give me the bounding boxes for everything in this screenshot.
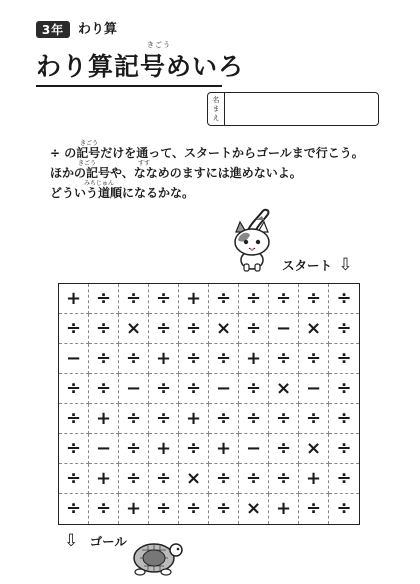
maze-grid xyxy=(58,283,360,525)
instruction-ruby-1: きごう xyxy=(80,140,99,147)
maze-cell[interactable]: + xyxy=(89,404,119,434)
maze-cell[interactable]: ÷ xyxy=(179,314,209,344)
maze-cell[interactable]: ÷ xyxy=(209,464,239,494)
maze-cell[interactable]: − xyxy=(299,374,329,404)
maze-cell[interactable]: ÷ xyxy=(179,344,209,374)
maze-cell[interactable]: ÷ xyxy=(329,434,359,464)
maze-cell[interactable]: ÷ xyxy=(329,404,359,434)
maze-cell[interactable]: ÷ xyxy=(299,344,329,374)
instruction-line-3: どういう道順になるかな。 xyxy=(50,186,195,200)
maze-cell[interactable]: + xyxy=(239,344,269,374)
maze-cell[interactable]: + xyxy=(119,494,149,524)
maze-cell[interactable]: ÷ xyxy=(209,494,239,524)
page-title: わり算記号めいろ xyxy=(36,52,245,81)
maze-cell[interactable]: ÷ xyxy=(59,464,89,494)
maze-cell[interactable]: + xyxy=(179,284,209,314)
maze-cell[interactable]: ÷ xyxy=(269,464,299,494)
maze-cell[interactable]: ÷ xyxy=(89,344,119,374)
maze-cell[interactable]: ÷ xyxy=(269,284,299,314)
maze-cell[interactable]: ÷ xyxy=(299,494,329,524)
maze-cell[interactable]: ÷ xyxy=(149,314,179,344)
title-underline xyxy=(36,85,222,87)
maze-cell[interactable]: × xyxy=(209,314,239,344)
instruction-ruby-2: きごう すす xyxy=(78,160,151,167)
maze-cell[interactable]: ÷ xyxy=(179,434,209,464)
maze-cell[interactable]: ÷ xyxy=(336,498,352,519)
maze-cell[interactable]: − xyxy=(269,314,299,344)
maze-cell[interactable]: + xyxy=(149,434,179,464)
instruction-line-2: ほかの記号や、ななめのますには進めないよ。 xyxy=(50,166,302,180)
grade-badge: 3年 xyxy=(36,21,70,38)
maze-cell[interactable]: ÷ xyxy=(209,284,239,314)
maze-cell[interactable]: ÷ xyxy=(119,434,149,464)
maze-cell[interactable]: × xyxy=(239,494,269,524)
maze-cell[interactable]: ÷ xyxy=(329,464,359,494)
maze-cell[interactable]: ÷ xyxy=(239,374,269,404)
maze-cell[interactable]: ÷ xyxy=(239,404,269,434)
turtle-icon xyxy=(128,528,184,576)
maze-cell[interactable]: + xyxy=(149,344,179,374)
maze-cell[interactable]: × xyxy=(299,314,329,344)
maze-cell[interactable]: ÷ xyxy=(329,284,359,314)
maze-cell[interactable]: − xyxy=(119,374,149,404)
maze-cell[interactable]: − xyxy=(89,434,119,464)
maze-cell[interactable]: ÷ xyxy=(119,344,149,374)
maze-cell[interactable]: ÷ xyxy=(89,494,119,524)
maze-cell[interactable]: ÷ xyxy=(89,284,119,314)
instruction-ruby-3: みちじゅん xyxy=(84,180,115,187)
maze-cell[interactable]: × xyxy=(269,374,299,404)
maze-cell[interactable]: ÷ xyxy=(149,464,179,494)
maze-cell[interactable]: ÷ xyxy=(149,494,179,524)
start-text: スタート xyxy=(282,258,333,273)
maze-cell[interactable]: × xyxy=(119,314,149,344)
maze-cell[interactable]: ÷ xyxy=(239,314,269,344)
start-arrow-icon: ⇩ xyxy=(338,255,353,275)
maze-cell[interactable]: + xyxy=(89,464,119,494)
goal-text: ゴール xyxy=(89,534,127,549)
maze-cell[interactable]: − xyxy=(239,434,269,464)
maze-cell[interactable]: ÷ xyxy=(149,374,179,404)
maze-cell[interactable]: + xyxy=(179,404,209,434)
maze-cell[interactable]: + xyxy=(269,494,299,524)
title-ruby: きごう xyxy=(147,41,171,49)
maze-cell[interactable]: − xyxy=(59,344,89,374)
maze-cell[interactable]: ÷ xyxy=(209,404,239,434)
maze-cell[interactable]: ÷ xyxy=(329,314,359,344)
maze-cell[interactable]: ÷ xyxy=(179,374,209,404)
maze-cell[interactable]: ÷ xyxy=(59,494,89,524)
name-field[interactable] xyxy=(207,92,379,126)
maze-cell[interactable]: ÷ xyxy=(179,494,209,524)
maze-cell[interactable]: × xyxy=(299,434,329,464)
maze-cell[interactable]: ÷ xyxy=(329,344,359,374)
maze-cell[interactable]: × xyxy=(179,464,209,494)
maze-cell[interactable]: ÷ xyxy=(59,404,89,434)
maze-cell[interactable]: ÷ xyxy=(149,404,179,434)
maze-cell[interactable]: ÷ xyxy=(209,344,239,374)
maze-cell[interactable]: ÷ xyxy=(329,374,359,404)
maze-cell[interactable]: + xyxy=(299,464,329,494)
maze-cell[interactable]: ÷ xyxy=(119,404,149,434)
start-label xyxy=(282,255,353,275)
subject-label: わり算 xyxy=(78,22,118,37)
maze-cell[interactable]: ÷ xyxy=(269,344,299,374)
maze-cell[interactable]: ÷ xyxy=(149,284,179,314)
maze-cell[interactable]: ÷ xyxy=(89,374,119,404)
cat-icon xyxy=(228,202,278,274)
maze-cell[interactable]: ÷ xyxy=(89,314,119,344)
maze-cell[interactable]: ÷ xyxy=(119,464,149,494)
maze-cell[interactable]: ÷ xyxy=(269,434,299,464)
maze-cell[interactable]: ÷ xyxy=(59,434,89,464)
maze-cell[interactable]: ÷ xyxy=(239,464,269,494)
maze-cell[interactable]: + xyxy=(59,284,89,314)
maze-cell[interactable]: ÷ xyxy=(59,314,89,344)
maze-cell[interactable]: ÷ xyxy=(269,404,299,434)
maze-cell[interactable]: ÷ xyxy=(59,374,89,404)
goal-arrow-icon: ⇩ xyxy=(64,531,79,551)
name-field-label: 名まえ xyxy=(208,93,225,125)
maze-cell[interactable]: + xyxy=(209,434,239,464)
instruction-line-1: ÷ の記号だけを通って、スタートからゴールまで行こう。 xyxy=(50,146,364,160)
maze-cell[interactable]: ÷ xyxy=(299,404,329,434)
maze-cell[interactable]: ÷ xyxy=(119,284,149,314)
maze-cell[interactable]: − xyxy=(209,374,239,404)
maze-cell[interactable]: ÷ xyxy=(299,284,329,314)
maze-cell[interactable]: ÷ xyxy=(239,284,269,314)
